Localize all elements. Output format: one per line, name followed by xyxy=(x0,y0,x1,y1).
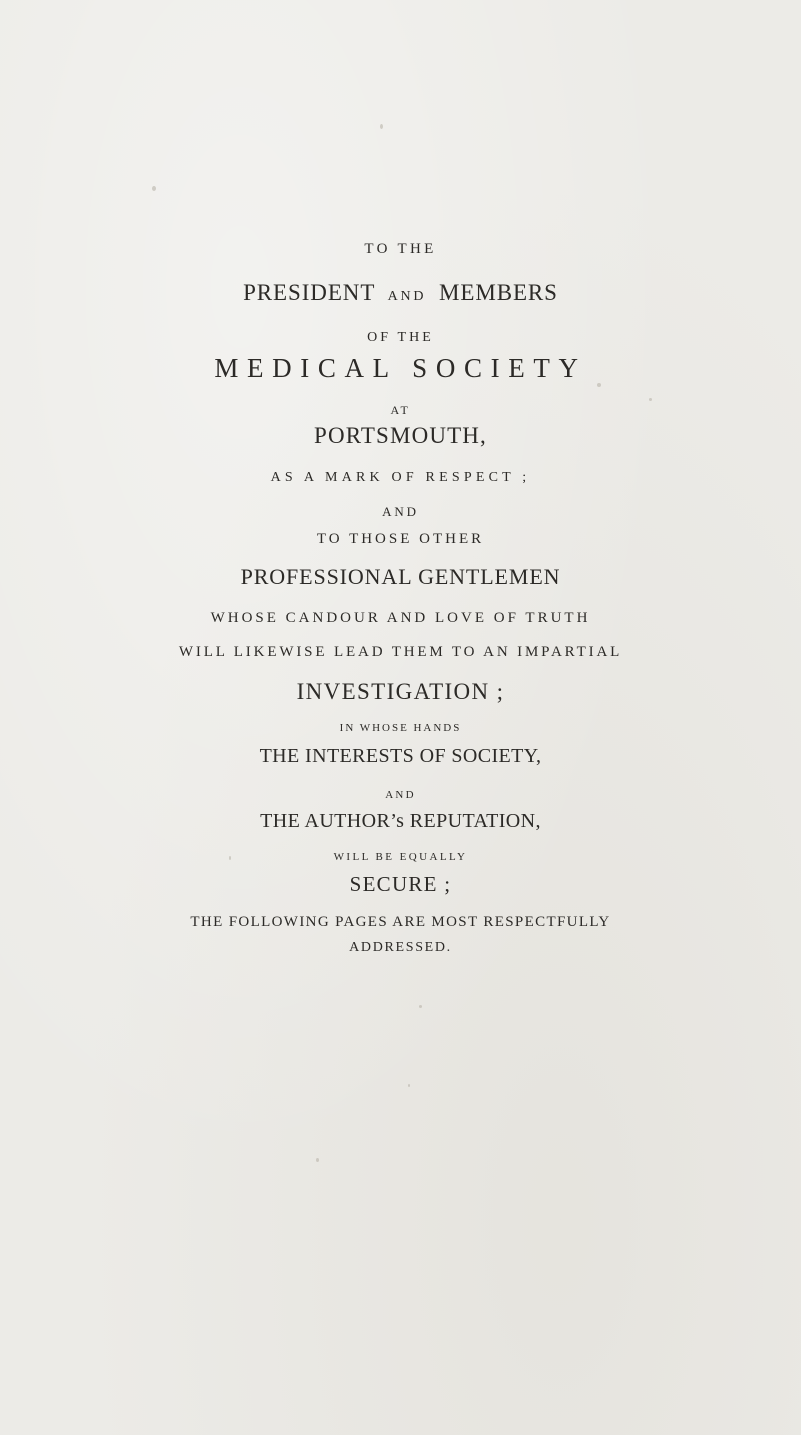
word-president: PRESIDENT xyxy=(243,280,375,305)
paper-speck xyxy=(380,124,383,129)
line-of-the: OF THE xyxy=(367,330,434,345)
line-addressed: ADDRESSED. xyxy=(349,940,452,955)
paper-speck xyxy=(152,186,156,191)
line-investigation: INVESTIGATION ; xyxy=(296,679,505,704)
line-to-the: TO THE xyxy=(364,241,437,257)
line-president-and-members xyxy=(0,281,801,304)
line-following-pages: THE FOLLOWING PAGES ARE MOST RESPECTFULLY xyxy=(190,914,611,930)
line-whose-candour: WHOSE CANDOUR AND LOVE OF TRUTH xyxy=(210,610,591,626)
line-professional-gentlemen: PROFESSIONAL GENTLEMEN xyxy=(240,564,561,589)
line-and-2: AND xyxy=(385,789,416,801)
word-members: MEMBERS xyxy=(438,280,558,305)
line-and-1: AND xyxy=(382,504,419,519)
paper-speck xyxy=(597,383,601,387)
paper-speck xyxy=(229,856,231,860)
line-will-likewise: WILL LIKEWISE LEAD THEM TO AN IMPARTIAL xyxy=(178,644,623,660)
line-portsmouth: PORTSMOUTH, xyxy=(314,423,487,448)
paper-speck xyxy=(649,398,652,401)
paper-speck xyxy=(408,1084,410,1087)
line-interests-of-society: THE INTERESTS OF SOCIETY, xyxy=(259,745,542,767)
line-to-those-other: TO THOSE OTHER xyxy=(316,531,485,547)
paper-speck xyxy=(316,1158,319,1162)
line-in-whose-hands: IN WHOSE HANDS xyxy=(339,722,462,734)
line-secure: SECURE ; xyxy=(349,872,452,896)
line-mark-of-respect: AS A MARK OF RESPECT ; xyxy=(270,470,531,485)
line-authors-reputation: THE AUTHOR’s REPUTATION, xyxy=(260,810,541,832)
line-at: AT xyxy=(390,403,411,417)
paper-speck xyxy=(419,1005,422,1008)
word-and: AND xyxy=(387,289,427,304)
line-will-be-equally: WILL BE EQUALLY xyxy=(333,851,468,863)
line-medical-society: MEDICAL SOCIETY xyxy=(214,353,587,383)
